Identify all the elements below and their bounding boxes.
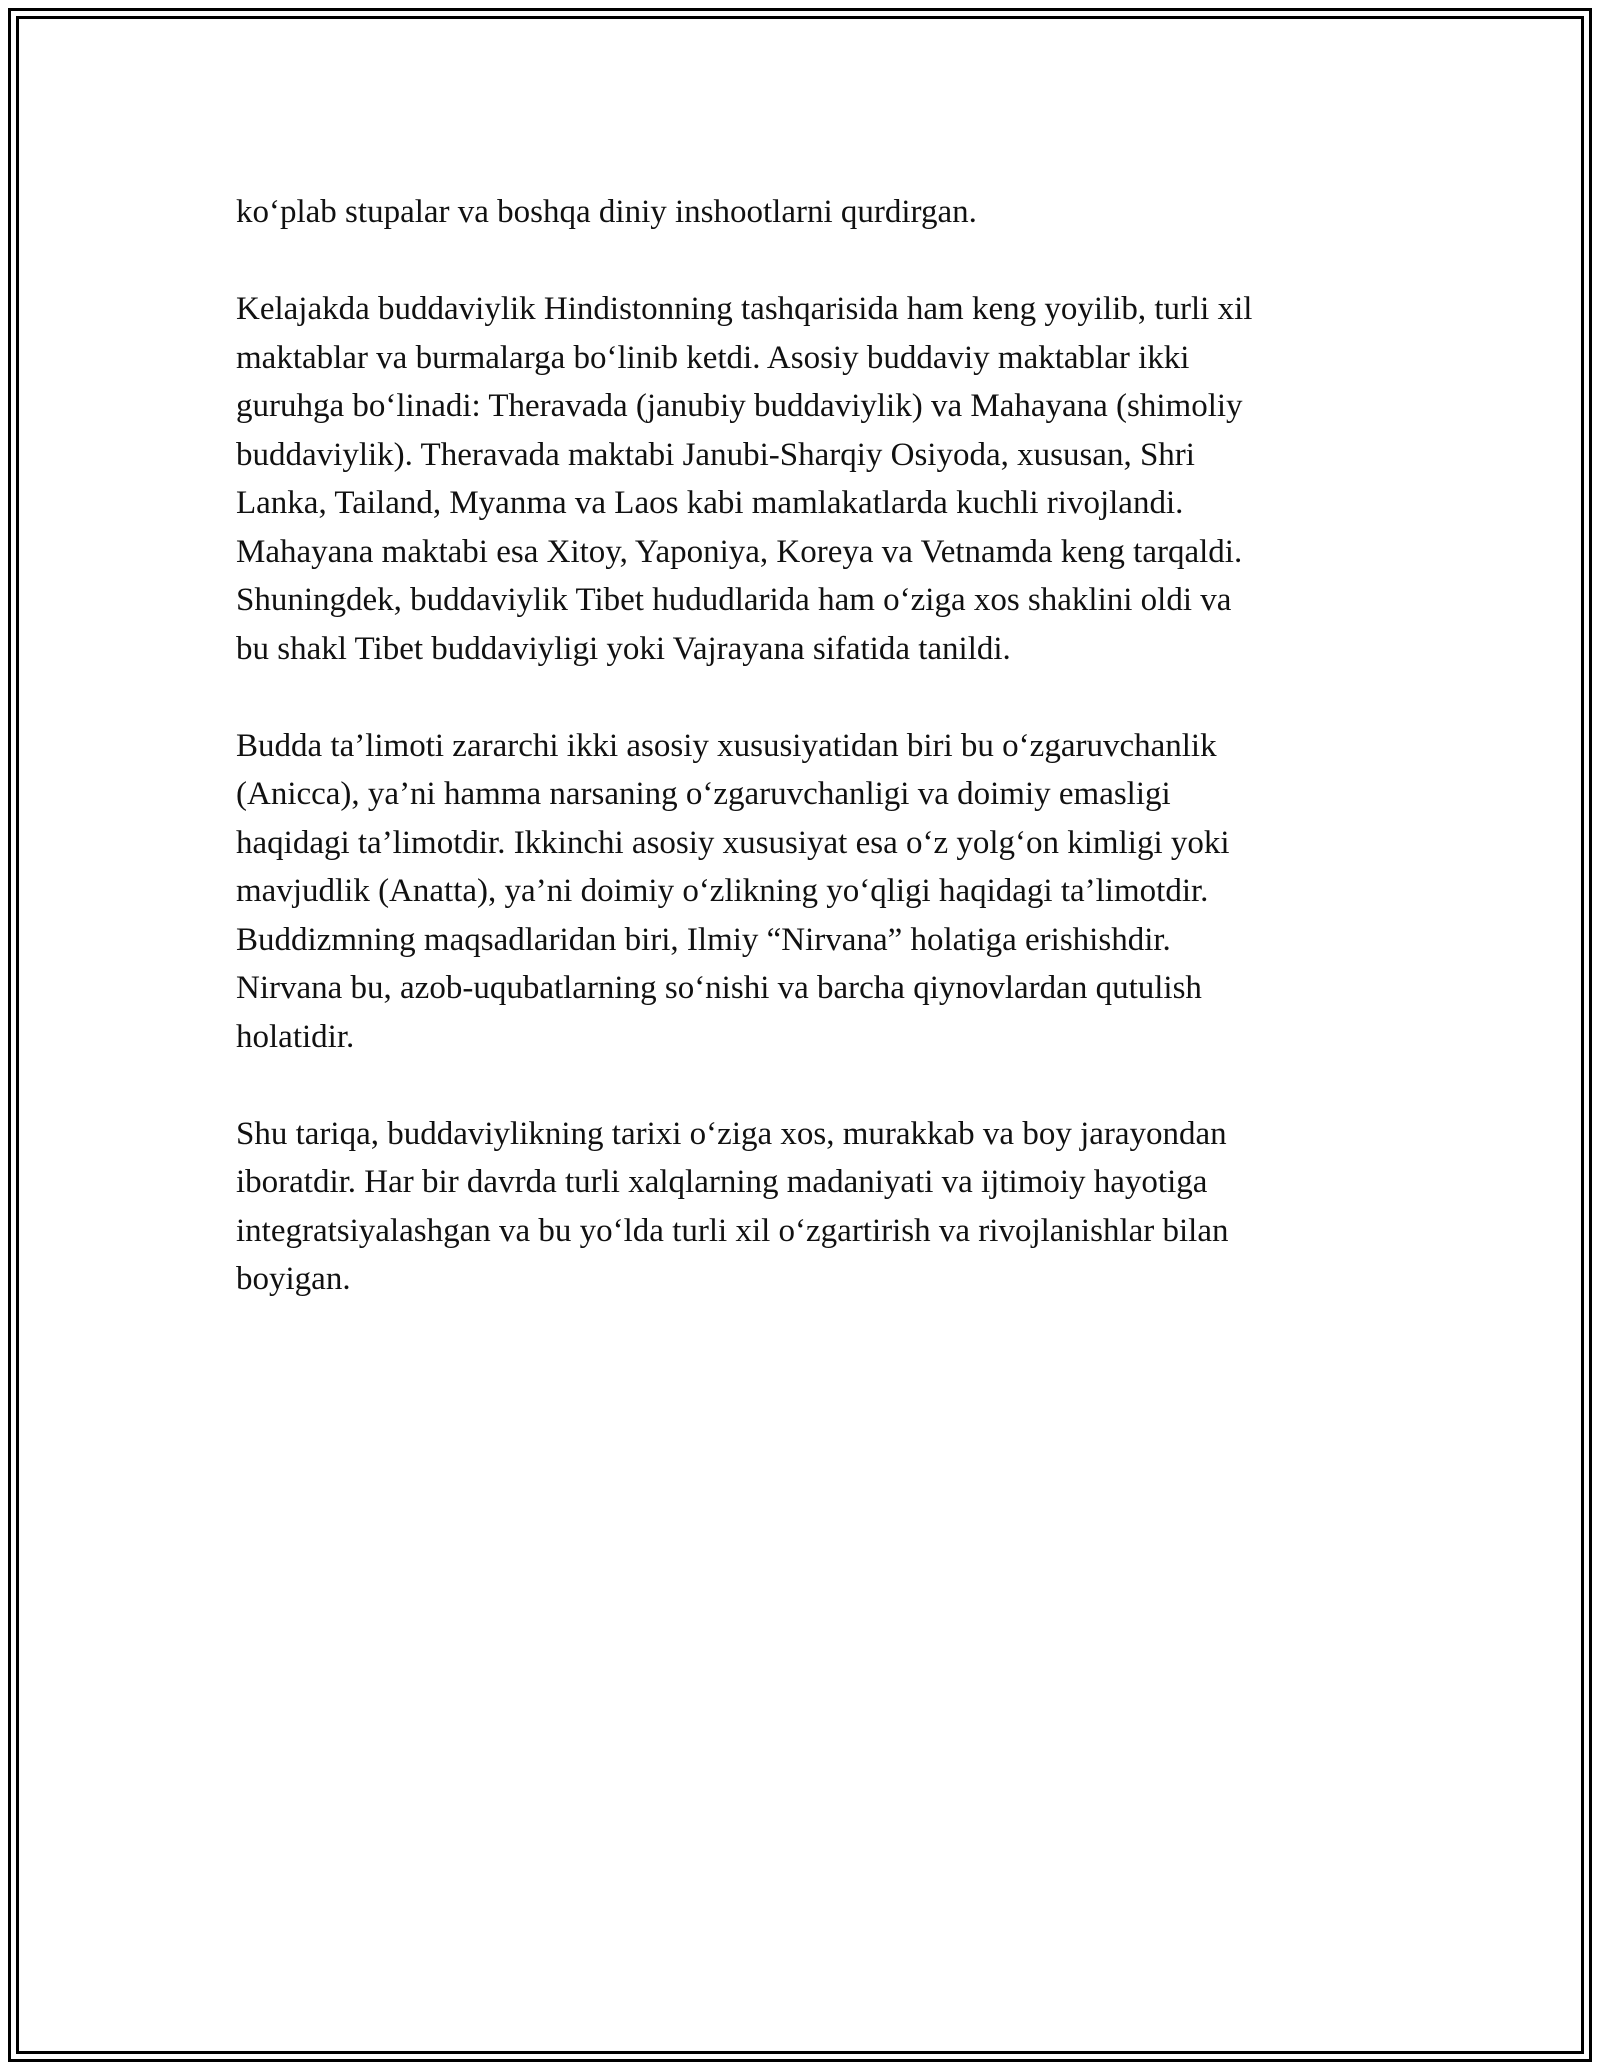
text-line: Mahayana maktabi esa Xitoy, Yaponiya, Koreya va Vetnamda keng tarqaldi. bbox=[236, 533, 1243, 570]
text-line: buddaviylik). Theravada maktabi Janubi-Sharqiy Osiyoda, xususan, Shri bbox=[236, 436, 1195, 473]
text-line: guruhga bo‘linadi: Theravada (janubiy buddaviylik) va Mahayana (shimoliy bbox=[236, 388, 1243, 424]
text-line: integratsiyalashgan va bu yo‘lda turli xil o‘zgartirish va rivojlanishlar bilan bbox=[236, 1212, 1229, 1249]
paragraph-1 bbox=[236, 188, 1386, 237]
text-line: Kelajakda buddaviylik Hindistonning tashqarisida ham keng yoyilib, turli xil bbox=[236, 291, 1253, 327]
paragraph-2 bbox=[236, 285, 1386, 673]
text-line: holatidir. bbox=[236, 1018, 355, 1055]
paragraph-4 bbox=[236, 1110, 1386, 1304]
text-line: Nirvana bu, azob-uqubatlarning so‘nishi va barcha qiynovlardan qutulish bbox=[236, 970, 1202, 1006]
text-line: ko‘plab stupalar va boshqa diniy inshootlarni qurdirgan. bbox=[236, 194, 977, 230]
text-line: Shu tariqa, buddaviylikning tarixi o‘ziga xos, murakkab va boy jarayondan bbox=[236, 1115, 1227, 1152]
text-line: maktablar va burmalarga bo‘linib ketdi. Asosiy buddaviy maktablar ikki bbox=[236, 339, 1190, 376]
text-line: (Anicca), ya’ni hamma narsaning o‘zgaruvchanligi va doimiy emasligi bbox=[236, 776, 1171, 812]
text-line: boyigan. bbox=[236, 1261, 351, 1297]
text-line: Shuningdek, buddaviylik Tibet hududlarida ham o‘ziga xos shaklini oldi va bbox=[236, 582, 1232, 618]
document-body bbox=[236, 188, 1386, 1352]
text-line: iboratdir. Har bir davrda turli xalqlarning madaniyati va ijtimoiy hayotiga bbox=[236, 1164, 1208, 1200]
text-line: Buddizmning maqsadlaridan biri, Ilmiy “Nirvana” holatiga erishishdir. bbox=[236, 921, 1171, 958]
text-line: bu shakl Tibet buddaviyligi yoki Vajrayana sifatida tanildi. bbox=[236, 630, 1011, 667]
text-line: mavjudlik (Anatta), ya’ni doimiy o‘zlikning yo‘qligi haqidagi ta’limotdir. bbox=[236, 873, 1209, 909]
paragraph-3 bbox=[236, 722, 1386, 1062]
text-line: Lanka, Tailand, Myanma va Laos kabi mamlakatlarda kuchli rivojlandi. bbox=[236, 485, 1184, 521]
text-line: haqidagi ta’limotdir. Ikkinchi asosiy xususiyat esa o‘z yolg‘on kimligi yoki bbox=[236, 824, 1230, 861]
text-line: Budda ta’limoti zararchi ikki asosiy xususiyatidan biri bu o‘zgaruvchanlik bbox=[236, 727, 1217, 764]
